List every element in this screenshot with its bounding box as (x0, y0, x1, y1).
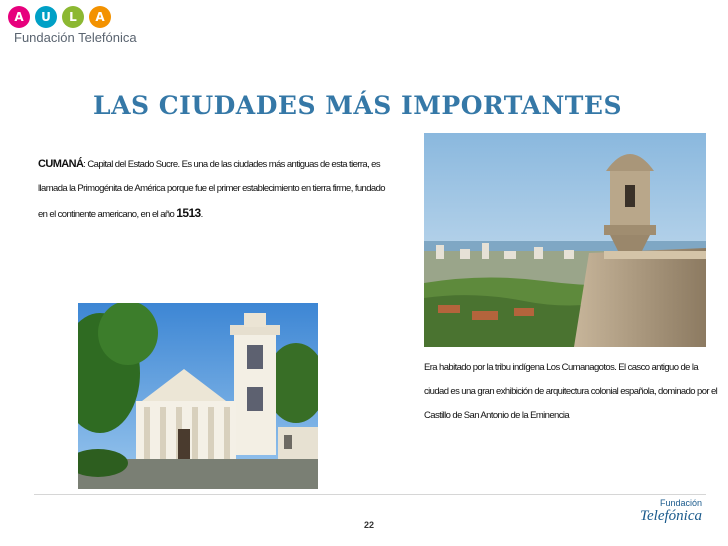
page-number: 22 (364, 520, 375, 530)
aula-subtitle: Fundación Telefónica (14, 30, 137, 45)
telefonica-logo-name: Telefónica (640, 508, 702, 524)
history-paragraph: Era habitado por la tribu indígena Los Cumanagotos. El casco antiguo de la ciudad es una gran exhibición de arquitectura colonial española, dominado por el Castillo de San Antonio de la Eminencia (424, 362, 718, 421)
aula-letter-l: L (62, 6, 84, 28)
footer-divider (34, 494, 706, 495)
aula-logo (8, 6, 168, 50)
cumana-year: 1513 (176, 206, 201, 220)
cumana-paragraph (38, 152, 386, 227)
aula-letter-a: A (8, 6, 30, 28)
coastal-fort-photo (424, 133, 706, 347)
telefonica-logo (632, 498, 702, 534)
cathedral-photo (78, 303, 318, 489)
aula-letter-u: U (35, 6, 57, 28)
aula-letters (8, 6, 168, 28)
cumana-lead: CUMANÁ (38, 158, 84, 170)
cumana-text: : Capital del Estado Sucre. Es una de las ciudades más antiguas de esta tierra, es llamada la Primogénita de América porque fue el primer establecimiento en tierra firme, fundado en el continente americano, en el año (38, 159, 385, 220)
aula-letter-a2: A (89, 6, 111, 28)
slide-title: LAS CIUDADES MÁS IMPORTANTES (93, 91, 623, 120)
cumana-end: . (200, 209, 203, 220)
telefonica-logo-top: Fundación (659, 498, 702, 508)
